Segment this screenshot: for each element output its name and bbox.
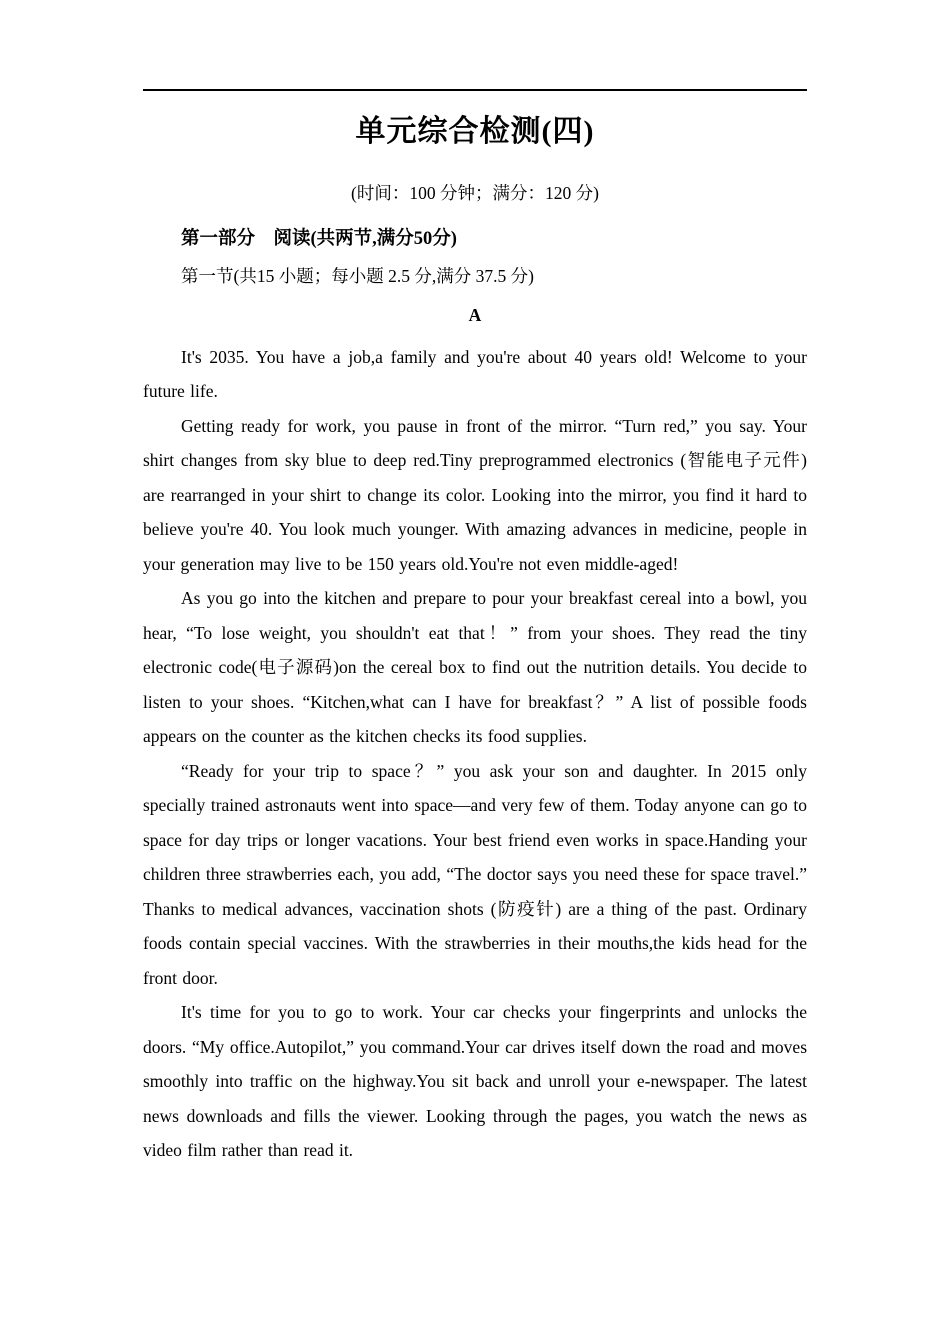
passage-a-paragraph-2: Getting ready for work, you pause in front of the mirror. “Turn red,” you say. Your shirt changes from sky blue to deep red.Tiny preprogrammed electronics (智能电子元件) are rearranged in your shirt to change its color. Looking into the mirror, you find it hard to believe you're 40. You look much younger. With amazing advances in medicine, people in your generation may live to be 150 years old.You're not even middle-aged! [143, 415, 807, 574]
header-rule [143, 89, 807, 91]
passage-a-paragraph-4: “Ready for your trip to space？” you ask your son and daughter. In 2015 only specially trained astronauts went into space—and very few of them. Today anyone can go to space for day trips or longer vacations. Your best friend even works in space.Handing your children three strawberries each, you add, “The doctor says you need these for space travel.” Thanks to medical advances, vaccination shots (防疫针) are a thing of the past. Ordinary foods contain special vaccines. With the strawberries in their mouths,the kids head for the front door. [143, 760, 807, 988]
passage-a-label: A [468, 304, 482, 325]
passage-a-paragraph-3: As you go into the kitchen and prepare to pour your breakfast cereal into a bowl, you hear, “To lose weight, you shouldn't eat that！” from your shoes. They read the tiny electronic code(电子源码)on the cereal box to find out the nutrition details. You decide to listen to your shoes. “Kitchen,what can I have for breakfast？” A list of possible foods appears on the counter as the kitchen checks its food supplies. [143, 588, 807, 747]
passage-a-paragraph-1: It's 2035. You have a job,a family and you're about 40 years old! Welcome to your future life. [143, 346, 807, 402]
part1-header: 第一部分 阅读(共两节,满分50分) [181, 228, 457, 249]
part1-section1-header: 第一节(共15 小题；每小题 2.5 分,满分 37.5 分) [181, 265, 534, 286]
document-title: 单元综合检测(四) [355, 115, 595, 148]
passage-a-paragraph-5: It's time for you to go to work. Your car checks your fingerprints and unlocks the doors. “My office.Autopilot,” you command.Your car drives itself down the road and moves smoothly into traffic on the highway.You sit back and unroll your e-newspaper. The latest news downloads and fills the viewer. Looking through the pages, you watch the news as video film rather than read it. [143, 1002, 807, 1161]
page-content [143, 0, 807, 1168]
exam-info: (时间：100 分钟；满分：120 分) [351, 182, 599, 203]
